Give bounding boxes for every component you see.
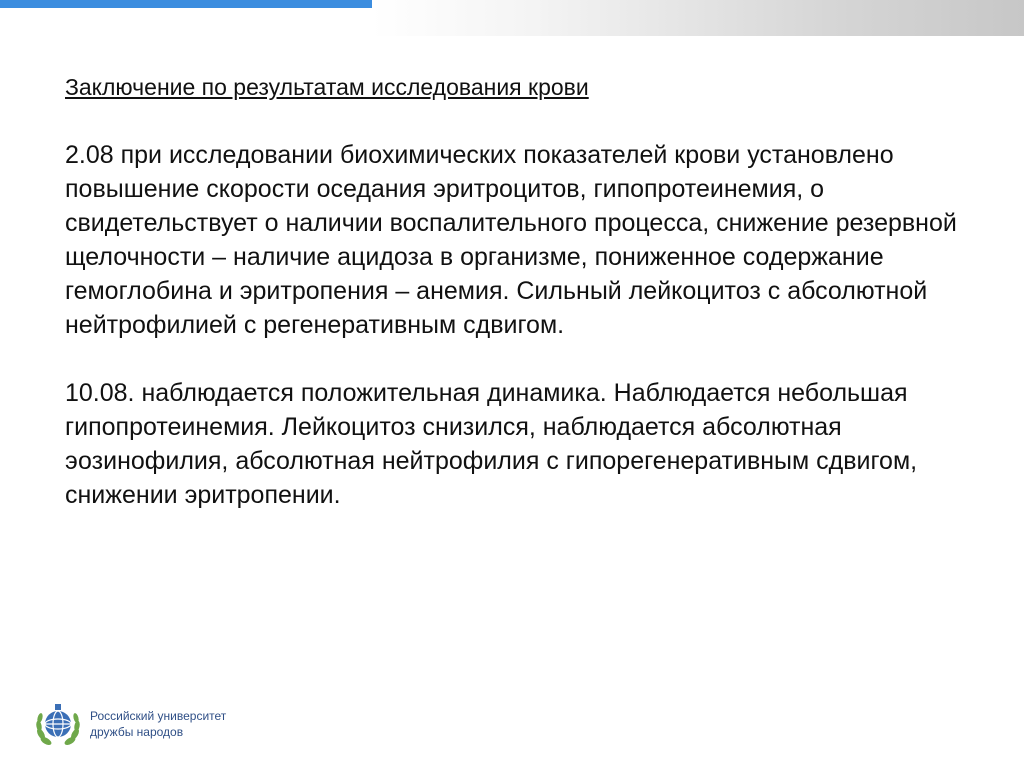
- slide-content: [65, 70, 985, 512]
- paragraph-first-exam: 2.08 при исследовании биохимических показателей крови установлено повышение скорости оседания эритроцитов, гипопротеинемия, о свидетельствует о наличии воспалительного процесса, снижение резервной щелочности – наличие ацидоза в организме, пониженное содержание гемоглобина и эритропения – анемия. Сильный лейкоцитоз с абсолютной нейтрофилией с регенеративным сдвигом.: [65, 141, 957, 339]
- university-name-line2: дружбы народов: [90, 725, 184, 739]
- university-name-line1: Российский университет: [90, 709, 227, 723]
- top-accent-bar: [0, 0, 372, 8]
- slide-heading: Заключение по результатам исследования крови: [65, 74, 589, 100]
- university-name: [90, 708, 226, 740]
- university-crest-icon: [32, 698, 84, 750]
- footer-branding: [32, 698, 226, 750]
- paragraph-second-exam: 10.08. наблюдается положительная динамика. Наблюдается небольшая гипопротеинемия. Лейкоцитоз снизился, наблюдается абсолютная эозинофилия, абсолютная нейтрофилия с гипорегенеративным сдвигом, снижении эритропении.: [65, 379, 918, 509]
- top-gradient-bar: [372, 0, 1024, 36]
